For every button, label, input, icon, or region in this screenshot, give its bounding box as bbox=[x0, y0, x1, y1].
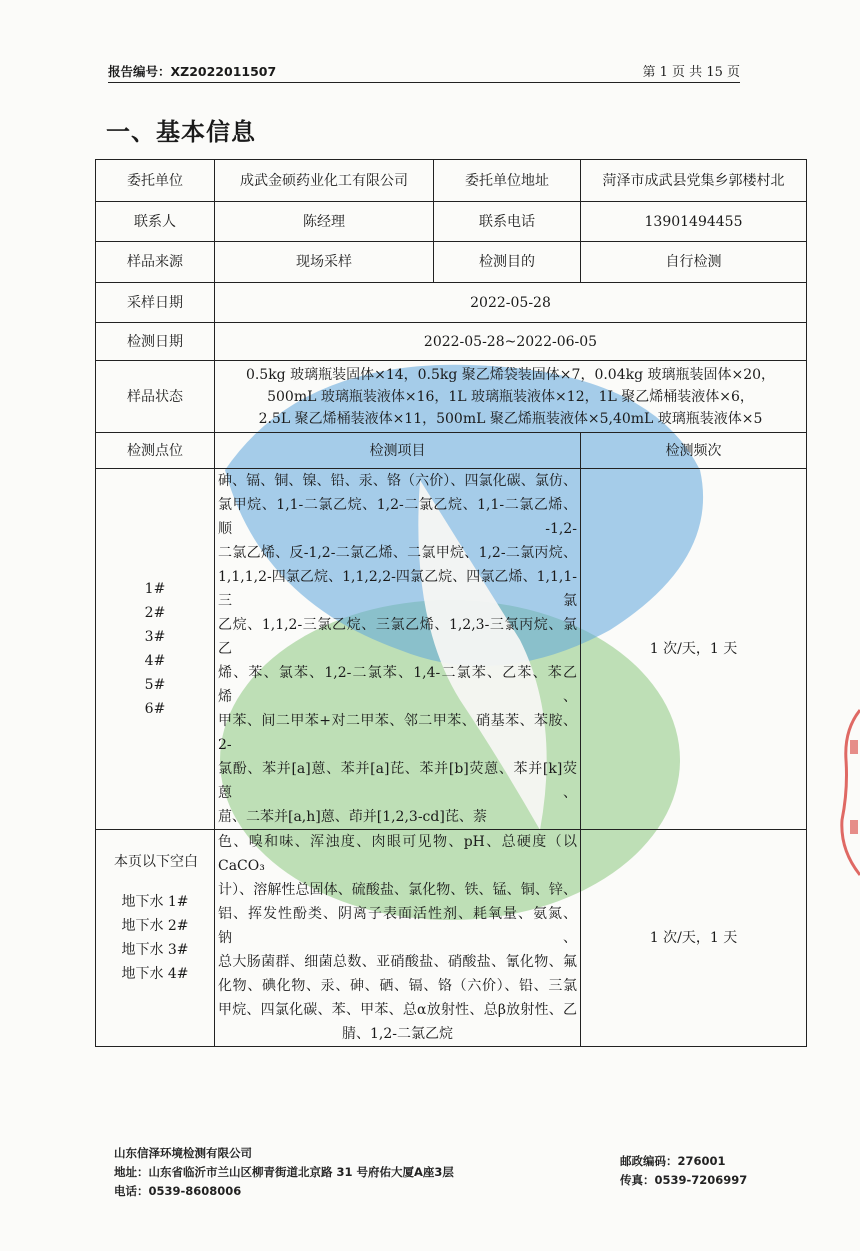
footer-phone: 电话：0539-8608006 bbox=[114, 1184, 242, 1198]
footer-right bbox=[620, 1152, 747, 1190]
item-line: 色、嗅和味、浑浊度、肉眼可见物、pH、总硬度（以 CaCO₃ bbox=[218, 834, 577, 874]
point-label: 3# bbox=[144, 629, 166, 645]
address-value: 菏泽市成武县党集乡郭楼村北 bbox=[581, 160, 807, 202]
item-line: 总大肠菌群、细菌总数、亚硝酸盐、硝酸盐、氰化物、氟 bbox=[218, 954, 577, 970]
test-date-row bbox=[96, 323, 807, 361]
item-line: 砷、镉、铜、镍、铅、汞、铬（六价）、四氯化碳、氯仿、 bbox=[218, 473, 577, 489]
item-line: 乙烷、1,1,2-三氯乙烷、三氯乙烯、1,2,3-三氯丙烷、氯乙 bbox=[218, 617, 577, 657]
footer-postcode: 邮政编码：276001 bbox=[620, 1154, 726, 1168]
item-line: 甲烷、四氯化碳、苯、甲苯、总α放射性、总β放射性、乙 bbox=[218, 1002, 577, 1018]
point-label: 地下水 2# bbox=[121, 918, 189, 934]
footer-fax: 传真：0539-7206997 bbox=[620, 1173, 748, 1187]
point-label: 地下水 4# bbox=[121, 966, 189, 982]
sample-date-row bbox=[96, 283, 807, 323]
item-line: 铝、挥发性酚类、阴离子表面活性剂、耗氧量、氨氮、钠、 bbox=[218, 906, 577, 946]
status-row bbox=[96, 361, 807, 433]
sample-date-value: 2022-05-28 bbox=[215, 283, 807, 323]
contact-label: 联系人 bbox=[96, 202, 215, 242]
purpose-value: 自行检测 bbox=[581, 242, 807, 283]
groundwater-tests-row bbox=[96, 830, 807, 1047]
tests-header-row bbox=[96, 433, 807, 469]
address-label: 委托单位地址 bbox=[434, 160, 581, 202]
item-line: 计）、溶解性总固体、硫酸盐、氯化物、铁、锰、铜、锌、 bbox=[218, 882, 577, 898]
basic-info-table bbox=[95, 159, 807, 1047]
source-row bbox=[96, 242, 807, 283]
point-label: 1# bbox=[144, 581, 166, 597]
client-row bbox=[96, 160, 807, 202]
phone-label: 联系电话 bbox=[434, 202, 581, 242]
frequency-header: 检测频次 bbox=[581, 433, 807, 469]
item-line: 氯酚、苯并[a]蒽、苯并[a]芘、苯并[b]荧蒽、苯并[k]荧蒽、 bbox=[218, 761, 577, 801]
status-value bbox=[215, 361, 807, 433]
client-label: 委托单位 bbox=[96, 160, 215, 202]
item-line: 䓛、二苯并[a,h]蒽、茚并[1,2,3-cd]芘、萘 bbox=[218, 809, 487, 825]
soil-points bbox=[96, 469, 215, 830]
item-line: 烯、苯、氯苯、1,2-二氯苯、1,4-二氯苯、乙苯、苯乙烯、 bbox=[218, 665, 577, 705]
item-line: 1,1,1,2-四氯乙烷、1,1,2,2-四氯乙烷、四氯乙烯、1,1,1-三氯 bbox=[218, 569, 577, 609]
soil-tests-row bbox=[96, 469, 807, 830]
point-label: 6# bbox=[144, 701, 166, 717]
seal-stamp-fragment bbox=[836, 700, 860, 880]
item-line: 甲苯、间二甲苯+对二甲苯、邻二甲苯、硝基苯、苯胺、2- bbox=[218, 713, 577, 753]
blank-note: 本页以下空白 bbox=[114, 854, 198, 870]
client-value: 成武金硕药业化工有限公司 bbox=[215, 160, 434, 202]
soil-frequency: 1 次/天，1 天 bbox=[581, 469, 807, 830]
report-number: 报告编号：XZ2022011507 bbox=[108, 64, 277, 79]
groundwater-items bbox=[215, 830, 581, 1047]
item-line: 腈、1,2-二氯乙烷 bbox=[342, 1026, 453, 1042]
groundwater-frequency: 1 次/天，1 天 bbox=[581, 830, 807, 1047]
point-label: 2# bbox=[144, 605, 166, 621]
footer-company: 山东信泽环境检测有限公司 bbox=[114, 1146, 252, 1160]
contact-row bbox=[96, 202, 807, 242]
report-header bbox=[108, 58, 740, 83]
point-label: 5# bbox=[144, 677, 166, 693]
item-line: 氯甲烷、1,1-二氯乙烷、1,2-二氯乙烷、1,1-二氯乙烯、顺-1,2- bbox=[218, 497, 577, 537]
purpose-label: 检测目的 bbox=[434, 242, 581, 283]
points-header: 检测点位 bbox=[96, 433, 215, 469]
status-line: 0.5kg 玻璃瓶装固体×14，0.5kg 聚乙烯袋装固体×7，0.04kg 玻璃瓶装固体×20， bbox=[245, 366, 776, 383]
section-title: 一、基本信息 bbox=[106, 118, 256, 146]
footer-address: 地址：山东省临沂市兰山区柳青街道北京路 31 号府佑大厦A座3层 bbox=[114, 1165, 454, 1179]
item-line: 二氯乙烯、反-1,2-二氯乙烯、二氯甲烷、1,2-二氯丙烷、 bbox=[218, 545, 577, 561]
point-label: 地下水 3# bbox=[121, 942, 189, 958]
source-value: 现场采样 bbox=[215, 242, 434, 283]
soil-items bbox=[215, 469, 581, 830]
phone-value: 13901494455 bbox=[581, 202, 807, 242]
status-line: 500mL 玻璃瓶装液体×16，1L 玻璃瓶装液体×12，1L 聚乙烯桶装液体×6， bbox=[267, 388, 754, 405]
item-line: 化物、碘化物、汞、砷、硒、镉、铬（六价）、铅、三氯 bbox=[218, 978, 577, 994]
point-label: 4# bbox=[144, 653, 166, 669]
test-date-value: 2022-05-28~2022-06-05 bbox=[215, 323, 807, 361]
items-header: 检测项目 bbox=[215, 433, 581, 469]
page-info: 第 1 页 共 15 页 bbox=[642, 65, 740, 80]
status-line: 2.5L 聚乙烯桶装液体×11，500mL 聚乙烯瓶装液体×5,40mL 玻璃瓶装液体×5 bbox=[258, 410, 763, 427]
point-label: 地下水 1# bbox=[121, 894, 189, 910]
status-label: 样品状态 bbox=[96, 361, 215, 433]
source-label: 样品来源 bbox=[96, 242, 215, 283]
footer-left bbox=[114, 1144, 454, 1201]
test-date-label: 检测日期 bbox=[96, 323, 215, 361]
sample-date-label: 采样日期 bbox=[96, 283, 215, 323]
contact-value: 陈经理 bbox=[215, 202, 434, 242]
